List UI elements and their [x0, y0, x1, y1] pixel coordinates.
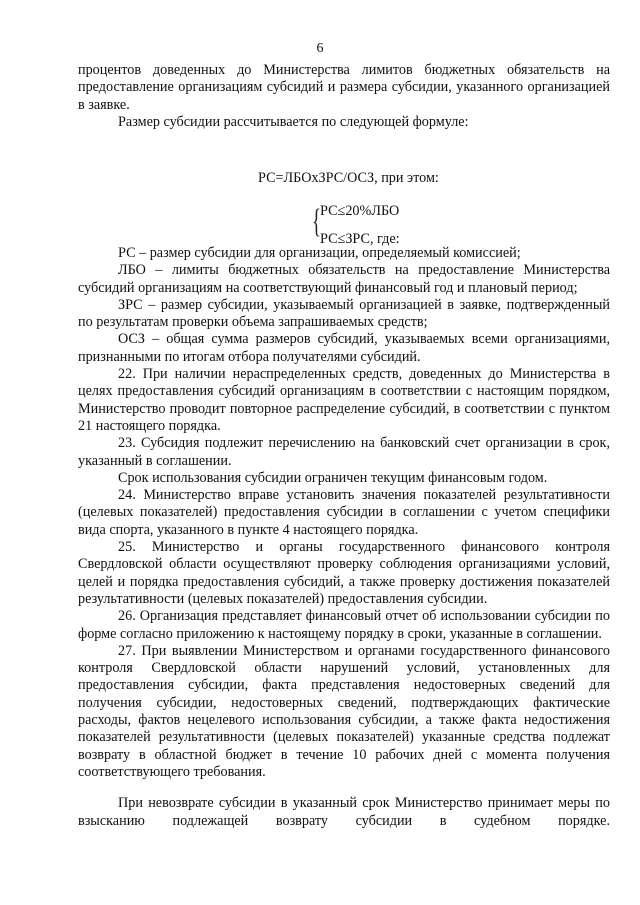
definition-zrs: ЗРС – размер субсидии, указываемый организацией в заявке, подтвержденный по результатам проверки объема запрашиваемых средств; [78, 296, 610, 331]
formula-intro: Размер субсидии рассчитывается по следующей формуле: [118, 113, 469, 130]
paragraph-25: 25. Министерство и органы государственного финансового контроля Свердловской области осуществляют проверку соблюдения организациями условий, целей и порядка предоставления субсидий, а также проверку достижения показателей результативности (целевых показателей) предоставления субсидии. [78, 539, 610, 607]
paragraph-22: 22. При наличии нераспределенных средств, доведенных до Министерства в целях предоставления субсидий организациям в соответствии с настоящим порядком, Министерство проводит повторное распределение субсидий, в соответствии с пунктом 21 настоящего порядка. [78, 366, 610, 434]
condition-2: РС≤ЗРС, где: [320, 231, 400, 247]
paragraph-24: 24. Министерство вправе установить значения показателей результативности (целевых показателей) предоставления субсидии в соглашении с учетом специфики вида спорта, указанного в пункте 4 настоящего порядка. [78, 487, 610, 538]
paragraph-26: 26. Организация представляет финансовый отчет об использовании субсидии по форме согласно приложению к настоящему порядку в сроки, указанные в соглашении. [78, 608, 610, 642]
definition-lbo: ЛБО – лимиты бюджетных обязательств на предоставление Министерства субсидий организациям на соответствующий финансовый год и плановый период; [78, 262, 610, 296]
intro-paragraph: процентов доведенных до Министерства лимитов бюджетных обязательств на предоставление организациям субсидий и размера субсидии, указанного организацией в заявке. [78, 62, 610, 113]
brace-icon: { [312, 203, 321, 240]
paragraph-27: 27. При выявлении Министерством и органами государственного финансового контроля Свердловской области нарушений условий, установленных для предоставления субсидии, факта представления недостоверных сведений для получения субсидии, недостоверных сведений, подтверждающих фактические расходы, фактов нецелевого использования субсидии, а также факта недостижения показателей результативности (целевых показателей) указанные средства подлежат возврату в областной бюджет в течение 10 рабочих дней с момента получения соответствующего требования. [78, 642, 610, 780]
intro-block [78, 62, 610, 131]
paragraph-23: 23. Субсидия подлежит перечислению на банковский счет организации в срок, указанный в соглашении. [78, 435, 610, 469]
condition-1: РС≤20%ЛБО [320, 203, 400, 219]
page-number: 6 [316, 41, 324, 56]
body-text [78, 245, 610, 830]
subsidy-term: Срок использования субсидии ограничен текущим финансовым годом. [118, 469, 548, 486]
non-return-paragraph: При невозврате субсидии в указанный срок Министерство принимает меры по взысканию подлежащей возврату субсидии в судебном порядке. [78, 795, 610, 829]
definition-rs: РС – размер субсидии для организации, определяемый комиссией; [118, 245, 521, 261]
formula: РС=ЛБОхЗРС/ОСЗ, при этом: [258, 170, 439, 186]
definition-osz: ОСЗ – общая сумма размеров субсидий, указываемых всеми организациями, признанными по итогам отбора получателями субсидий. [78, 331, 610, 365]
